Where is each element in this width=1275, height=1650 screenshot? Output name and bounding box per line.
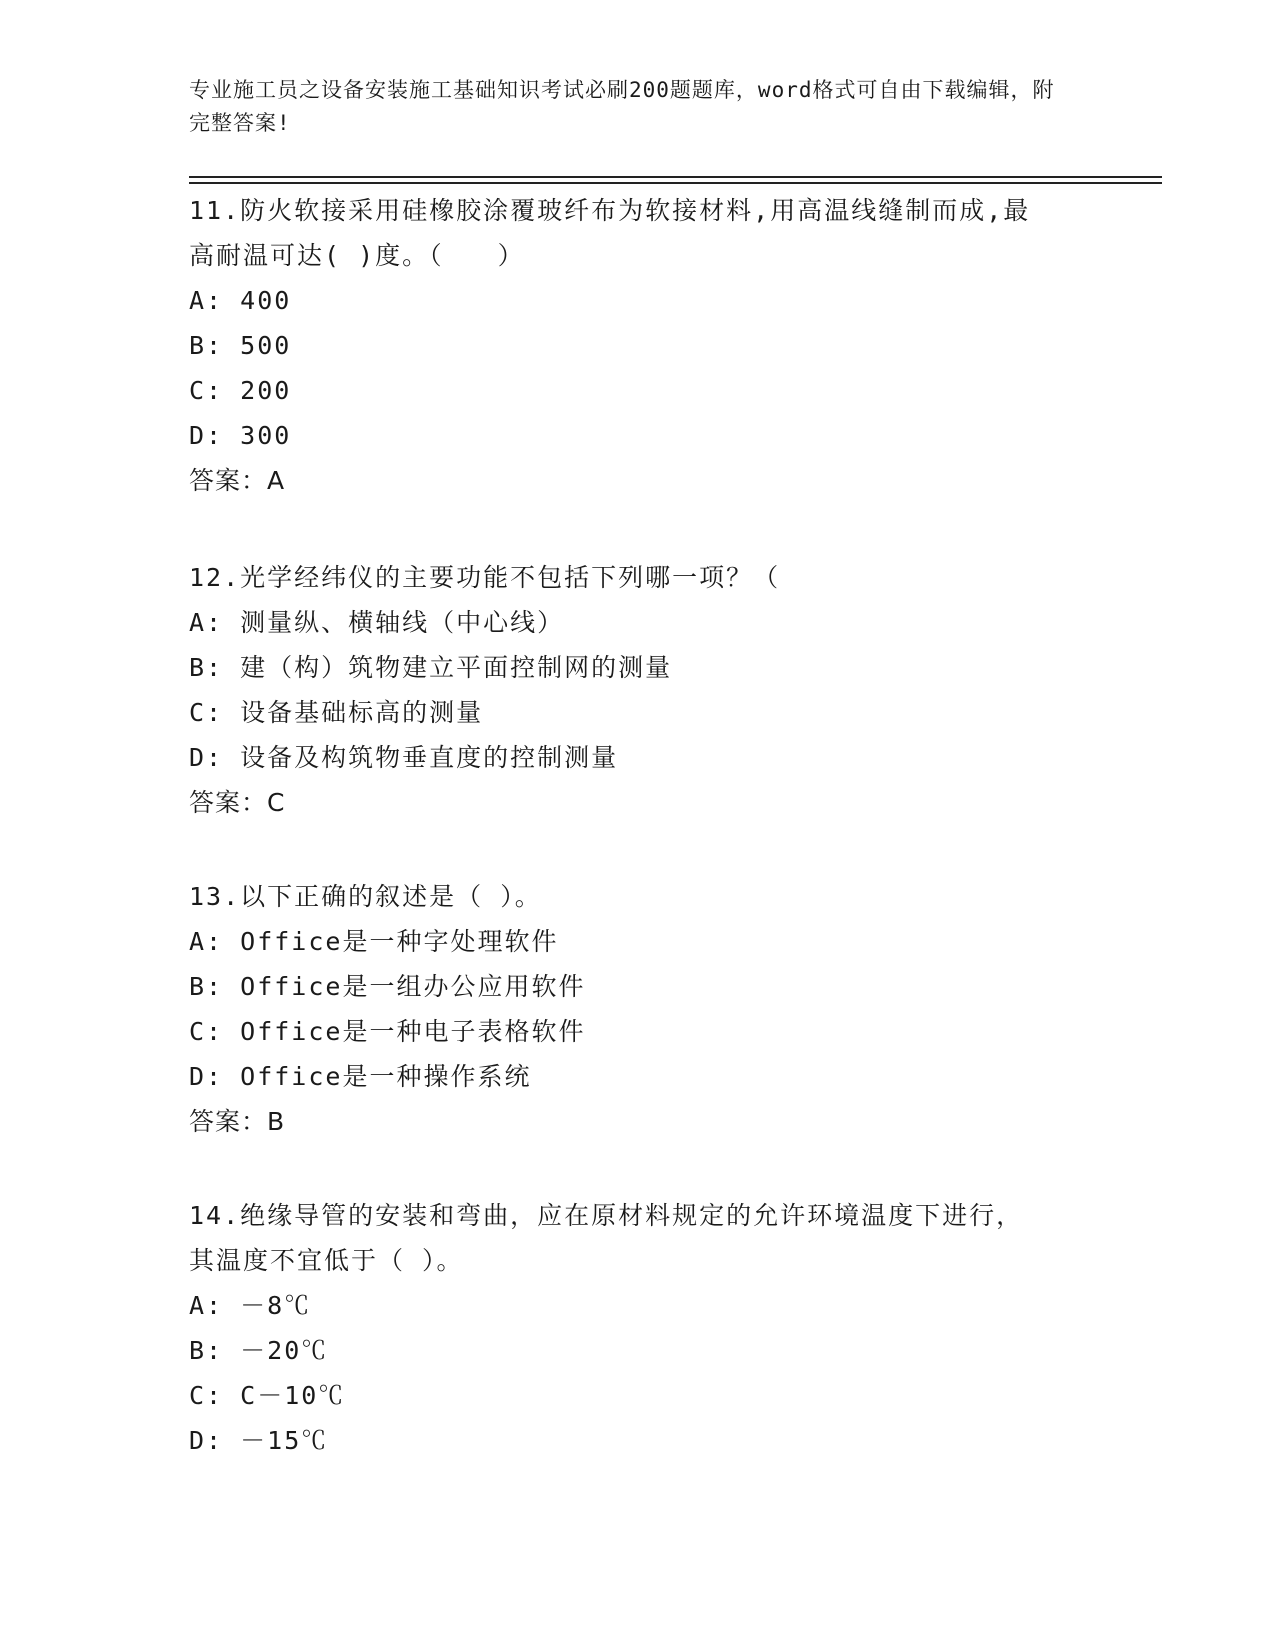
question-stem: 13.以下正确的叙述是（ ）。 (189, 882, 542, 911)
answer: 答案：B (189, 1107, 286, 1136)
option-b: B: Office是一组办公应用软件 (189, 972, 586, 1001)
option-b: B: 500 (189, 331, 292, 360)
option-d: D: －15℃ (189, 1426, 329, 1455)
option-a: A: 400 (189, 286, 292, 315)
answer: 答案：A (189, 466, 286, 495)
option-a: A: －8℃ (189, 1291, 312, 1320)
question-stem: 14.绝缘导管的安装和弯曲，应在原材料规定的允许环境温度下进行， (189, 1201, 1024, 1230)
question-stem: 12.光学经纬仪的主要功能不包括下列哪一项？（ (189, 563, 781, 592)
header-divider-top (189, 176, 1162, 178)
option-d: D: Office是一种操作系统 (189, 1062, 532, 1091)
question-12 (189, 555, 1089, 825)
question-13 (189, 874, 1089, 1144)
option-b: B: 建（构）筑物建立平面控制网的测量 (189, 653, 673, 682)
option-d: D: 300 (189, 421, 292, 450)
header-divider-bottom (189, 182, 1162, 184)
option-c: C: C－10℃ (189, 1381, 346, 1410)
question-11 (189, 188, 1089, 503)
answer: 答案：C (189, 788, 286, 817)
option-a: A: 测量纵、横轴线（中心线） (189, 608, 565, 637)
option-d: D: 设备及构筑物垂直度的控制测量 (189, 743, 619, 772)
option-c: C: Office是一种电子表格软件 (189, 1017, 586, 1046)
question-stem: 11.防火软接采用硅橡胶涂覆玻纤布为软接材料,用高温线缝制而成,最 (189, 196, 1031, 225)
question-14 (189, 1193, 1089, 1463)
question-stem-continued: 其温度不宜低于（ ）。 (189, 1246, 464, 1275)
option-b: B: －20℃ (189, 1336, 329, 1365)
option-c: C: 200 (189, 376, 292, 405)
document-title: 专业施工员之设备安装施工基础知识考试必刷200题题库，word格式可自由下载编辑，附完整答案! (189, 78, 1055, 135)
question-stem-continued: 高耐温可达( )度。（ ） (189, 241, 525, 270)
option-c: C: 设备基础标高的测量 (189, 698, 484, 727)
option-a: A: Office是一种字处理软件 (189, 927, 559, 956)
